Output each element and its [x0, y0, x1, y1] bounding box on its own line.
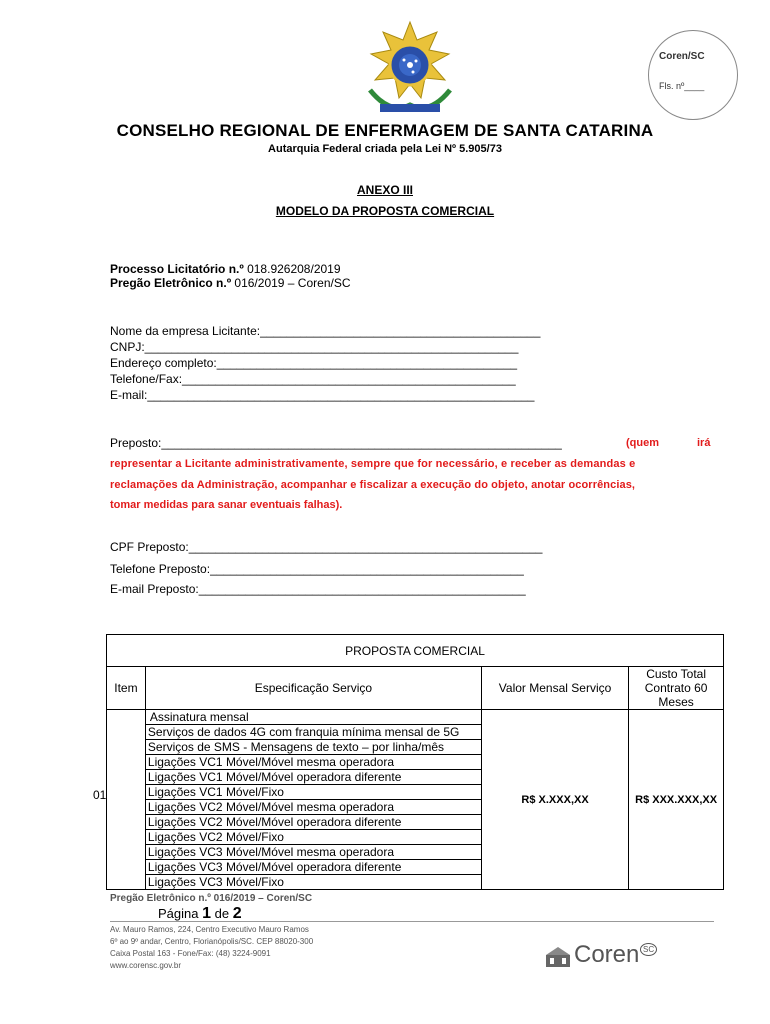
- pregao-line: [110, 276, 351, 290]
- spec-line: Ligações VC1 Móvel/Móvel operadora diferente: [146, 770, 481, 785]
- pregao-value: 016/2019 – Coren/SC: [231, 276, 351, 290]
- coren-emblem-icon: [544, 945, 572, 969]
- col-custo-header: Custo Total Contrato 60 Meses: [629, 667, 724, 710]
- footer-divider: [110, 921, 714, 922]
- footer-website: www.corensc.gov.br: [110, 961, 181, 970]
- spec-line: Ligações VC3 Móvel/Móvel operadora diferente: [146, 860, 481, 875]
- spec-line: Ligações VC1 Móvel/Móvel mesma operadora: [146, 755, 481, 770]
- cnpj-field: CNPJ:________________________________________________________: [110, 340, 519, 354]
- col-valor-header: Valor Mensal Serviço: [481, 667, 628, 710]
- page-title: CONSELHO REGIONAL DE ENFERMAGEM DE SANTA CATARINA: [116, 121, 654, 140]
- stamp-fls: Fls. nº____: [659, 81, 705, 91]
- spec-line: Serviços de dados 4G com franquia mínima mensal de 5G: [146, 725, 481, 740]
- item-cell: [107, 710, 146, 890]
- spec-line: Ligações VC3 Móvel/Móvel mesma operadora: [146, 845, 481, 860]
- footer-address-2: 6º ao 9º andar, Centro, Florianópolis/SC. CEP 88020-300: [110, 937, 314, 946]
- email-field: E-mail:__________________________________________________________: [110, 388, 535, 402]
- logo-text: Coren: [574, 941, 640, 968]
- spec-cell: [145, 710, 481, 890]
- stamp-org: Coren/SC: [659, 51, 705, 62]
- annex-number: ANEXO III: [356, 183, 413, 197]
- phone-preposto-field: Telefone Preposto:_______________________________________________: [110, 562, 524, 576]
- preposto-note-1a: (quem: [626, 437, 659, 449]
- valor-mensal: R$ X.XXX,XX: [481, 710, 628, 890]
- col-item-header: Item: [107, 667, 146, 710]
- cpf-preposto-field: CPF Preposto:_____________________________________________________: [110, 540, 543, 554]
- coren-logo: [544, 941, 684, 971]
- phone-field: Telefone/Fax:__________________________________________________: [110, 372, 516, 386]
- processo-line: [110, 262, 341, 276]
- page-of: de: [211, 906, 233, 921]
- company-name-field: Nome da empresa Licitante:__________________________________________: [110, 324, 541, 338]
- page-current: 1: [202, 905, 211, 922]
- address-field: Endereço completo:_____________________________________________: [110, 356, 518, 370]
- footer-address-1: Av. Mauro Ramos, 224, Centro Executivo Mauro Ramos: [110, 925, 309, 934]
- processo-label: Processo Licitatório n.º: [110, 262, 244, 276]
- preposto-note-4: tomar medidas para sanar eventuais falhas).: [110, 499, 343, 511]
- page-word: Página: [158, 906, 203, 921]
- page-subtitle: Autarquia Federal criada pela Lei Nº 5.905/73: [268, 143, 502, 155]
- brazil-coat-of-arms-icon: [355, 20, 465, 120]
- processo-value: 018.926208/2019: [243, 262, 341, 276]
- footer-pregao: Pregão Eletrônico n.º 016/2019 – Coren/SC: [110, 893, 313, 904]
- preposto-note-3: reclamações da Administração, acompanhar e fiscalizar a execução do objeto, anotar ocorrências,: [110, 479, 636, 491]
- spec-line: Ligações VC3 Móvel/Fixo: [147, 875, 284, 889]
- col-spec-header: Especificação Serviço: [145, 667, 481, 710]
- spec-line: Ligações VC2 Móvel/Móvel mesma operadora: [146, 800, 481, 815]
- table-title: PROPOSTA COMERCIAL: [107, 635, 724, 667]
- spec-line: Ligações VC1 Móvel/Fixo: [146, 785, 481, 800]
- protocol-stamp: [648, 30, 738, 120]
- preposto-note-2: representar a Licitante administrativamente, sempre que for necessário, e receber as demandas e: [110, 458, 636, 470]
- spec-line: Ligações VC2 Móvel/Fixo: [146, 830, 481, 845]
- proposal-table: [106, 634, 724, 890]
- custo-total: R$ XXX.XXX,XX: [629, 710, 724, 890]
- logo-sup: SC: [640, 943, 657, 956]
- pregao-label: Pregão Eletrônico n.º: [110, 276, 232, 290]
- spec-line: Ligações VC2 Móvel/Móvel operadora diferente: [146, 815, 481, 830]
- annex-name: MODELO DA PROPOSTA COMERCIAL: [275, 204, 495, 218]
- spec-line: Serviços de SMS - Mensagens de texto – por linha/mês: [146, 740, 481, 755]
- preposto-note-1b: irá: [697, 437, 711, 449]
- preposto-field: Preposto:____________________________________________________________: [110, 436, 562, 450]
- spec-line: Assinatura mensal: [146, 710, 481, 725]
- footer-address-3: Caixa Postal 163 - Fone/Fax: (48) 3224-9091: [110, 949, 271, 958]
- email-preposto-field: E-mail Preposto:_________________________________________________: [110, 582, 526, 596]
- table-row: [107, 710, 724, 890]
- item-number: 01: [93, 788, 107, 802]
- page-total: 2: [232, 905, 242, 922]
